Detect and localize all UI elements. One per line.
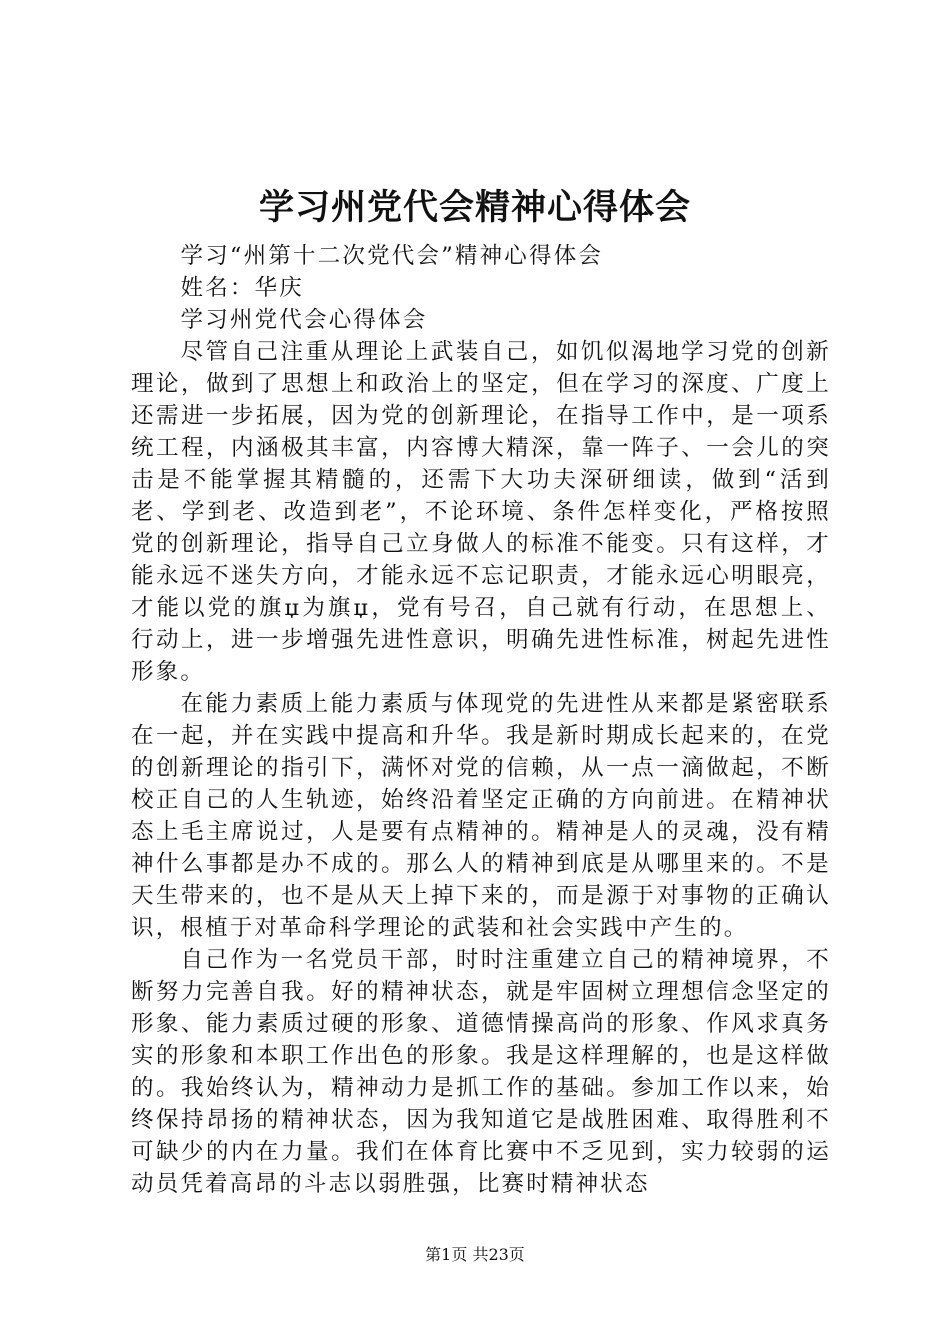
document-title: 学习州党代会精神心得体会 (258, 188, 691, 228)
section-heading: 学习州党代会心得体会 (180, 307, 428, 333)
subtitle-line: 学习“州第十二次党代会”精神心得体会 (180, 243, 604, 269)
author-line: 姓名：华庆 (180, 275, 305, 301)
page-footer: 第1页 共23页 (425, 1245, 525, 1264)
body-paragraph: 自己作为一名党员干部，时时注重建立自己的精神境界，不断努力完善自我。好的精神状态，就是牢固树立理想信念坚定的形象、能力素质过硬的形象、道德情操高尚的形象、作风求真务实的形象和本职工作出色的形象。我是这样理解的，也是这样做的。我始终认为，精神动力是抓工作的基础。参加工作以来，始终保持昂扬的精神状态，因为我知道它是战胜困难、取得胜利不可缺少的内在力量。我们在体育比赛中不乏见到，实力较弱的运动员凭着高昂的斗志以弱胜强，比赛时精神状态 (131, 947, 831, 1197)
body-paragraph: 尽管自己注重从理论上武装自己，如饥似渴地学习党的创新理论，做到了思想上和政治上的坚定，但在学习的深度、广度上还需进一步拓展，因为党的创新理论，在指导工作中，是一项系统工程，内涵极其丰富，内容博大精深，靠一阵子、一会儿的突击是不能掌握其精髓的，还需下大功夫深研细读，做到“活到老、学到老、改造到老”，不论环境、条件怎样变化，严格按照党的创新理论，指导自己立身做人的标准不能变。只有这样，才能永远不迷失方向，才能永远不忘记职责，才能永远心明眼亮，才能以党的旗џ为旗џ，党有号召，自己就有行动，在思想上、行动上，进一步增强先进性意识，明确先进性标准，树起先进性形象。 (131, 339, 831, 685)
body-paragraph: 在能力素质上能力素质与体现党的先进性从来都是紧密联系在一起，并在实践中提高和升华。我是新时期成长起来的，在党的创新理论的指引下，满怀对党的信赖，从一点一滴做起，不断校正自己的人生轨迹，始终沿着坚定正确的方向前进。在精神状态上毛主席说过，人是要有点精神的。精神是人的灵魂，没有精神什么事都是办不成的。那么人的精神到底是从哪里来的。不是天生带来的，也不是从天上掉下来的，而是源于对事物的正确认识，根植于对革命科学理论的武装和社会实践中产生的。 (131, 691, 831, 941)
document-body (131, 240, 831, 1200)
